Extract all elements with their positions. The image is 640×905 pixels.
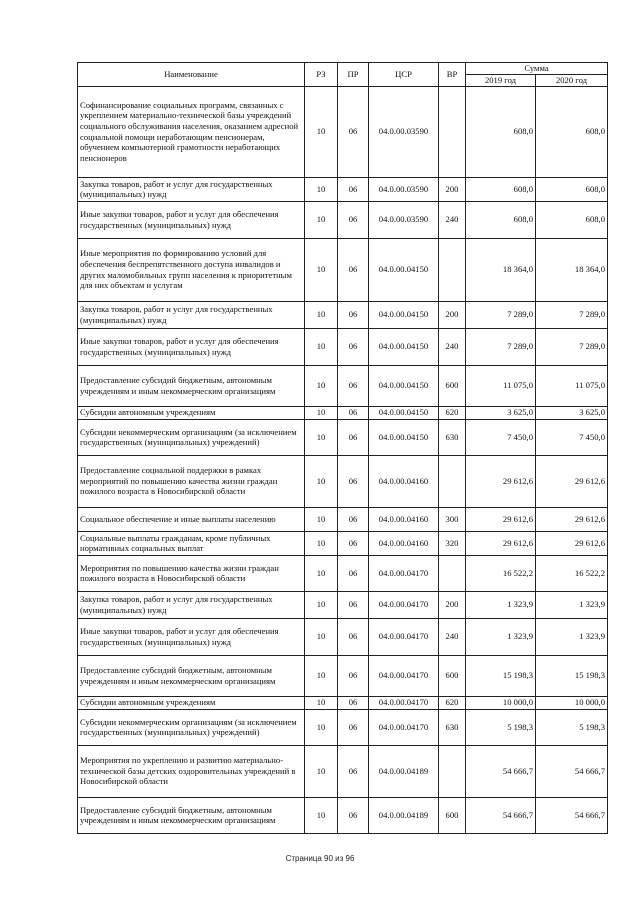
cell-vr: 240 [439, 618, 466, 655]
table-row [78, 86, 608, 177]
cell-2019: 7 289,0 [466, 328, 536, 365]
cell-2020: 608,0 [536, 177, 608, 201]
cell-vr: 320 [439, 531, 466, 555]
cell-2020: 29 612,6 [536, 507, 608, 531]
cell-2020: 16 522,2 [536, 555, 608, 591]
table-row [78, 709, 608, 745]
cell-vr: 600 [439, 365, 466, 406]
cell-rz: 10 [305, 238, 338, 301]
cell-2020: 5 198,3 [536, 709, 608, 745]
cell-csr: 04.0.00.04150 [369, 419, 439, 455]
cell-2019: 16 522,2 [466, 555, 536, 591]
cell-pr: 06 [338, 507, 369, 531]
cell-pr: 06 [338, 86, 369, 177]
cell-pr: 06 [338, 455, 369, 507]
cell-name: Предоставление субсидий бюджетным, автономным учреждениям и иным некоммерческим организациям [78, 655, 305, 696]
cell-2019: 7 450,0 [466, 419, 536, 455]
cell-2020: 608,0 [536, 201, 608, 238]
cell-2019: 29 612,6 [466, 531, 536, 555]
cell-pr: 06 [338, 696, 369, 709]
cell-pr: 06 [338, 555, 369, 591]
budget-table [77, 62, 608, 834]
cell-csr: 04.0.00.03590 [369, 201, 439, 238]
cell-name: Субсидии автономным учреждениям [78, 406, 305, 419]
cell-rz: 10 [305, 745, 338, 797]
cell-vr: 200 [439, 301, 466, 328]
cell-vr: 200 [439, 177, 466, 201]
cell-rz: 10 [305, 406, 338, 419]
cell-rz: 10 [305, 455, 338, 507]
cell-vr: 600 [439, 655, 466, 696]
cell-2019: 5 198,3 [466, 709, 536, 745]
cell-vr: 620 [439, 696, 466, 709]
cell-name: Мероприятия по повышению качества жизни граждан пожилого возраста в Новосибирской области [78, 555, 305, 591]
cell-name: Софинансирование социальных программ, связанных с укреплением материально-технической базы учреждений социального обслуживания населения, оказанием адресной социальной помощи неработающим пенсионерам, обучением компьютерной грамотности неработающих пенсионеров [78, 86, 305, 177]
cell-csr: 04.0.00.04150 [369, 301, 439, 328]
table-row [78, 591, 608, 618]
cell-vr [439, 555, 466, 591]
cell-csr: 04.0.00.04160 [369, 531, 439, 555]
table-row [78, 696, 608, 709]
cell-2020: 608,0 [536, 86, 608, 177]
cell-pr: 06 [338, 618, 369, 655]
cell-rz: 10 [305, 86, 338, 177]
header-sum: Сумма [466, 63, 608, 75]
cell-pr: 06 [338, 745, 369, 797]
cell-2020: 1 323,9 [536, 618, 608, 655]
cell-rz: 10 [305, 555, 338, 591]
cell-2019: 29 612,6 [466, 507, 536, 531]
cell-vr: 630 [439, 709, 466, 745]
cell-2019: 1 323,9 [466, 618, 536, 655]
header-year-2020: 2020 год [536, 75, 608, 87]
cell-pr: 06 [338, 365, 369, 406]
header-year-2019: 2019 год [466, 75, 536, 87]
table-row [78, 555, 608, 591]
cell-2020: 7 289,0 [536, 301, 608, 328]
cell-2019: 18 364,0 [466, 238, 536, 301]
cell-name: Иные мероприятия по формированию условий для обеспечения беспрепятственного доступа инвалидов и других маломобильных групп населения к приоритетным для них объектам и услугам [78, 238, 305, 301]
cell-2020: 7 289,0 [536, 328, 608, 365]
cell-csr: 04.0.00.04160 [369, 455, 439, 507]
table-header-row [78, 63, 608, 75]
cell-csr: 04.0.00.04170 [369, 696, 439, 709]
table-row [78, 301, 608, 328]
cell-vr [439, 86, 466, 177]
cell-2020: 3 625,0 [536, 406, 608, 419]
cell-pr: 06 [338, 591, 369, 618]
header-pr: ПР [338, 63, 369, 87]
cell-rz: 10 [305, 655, 338, 696]
table-row [78, 745, 608, 797]
cell-csr: 04.0.00.03590 [369, 86, 439, 177]
cell-csr: 04.0.00.04170 [369, 555, 439, 591]
cell-2020: 15 198,3 [536, 655, 608, 696]
table-row [78, 797, 608, 833]
cell-csr: 04.0.00.04170 [369, 591, 439, 618]
cell-rz: 10 [305, 419, 338, 455]
cell-rz: 10 [305, 365, 338, 406]
cell-name: Социальные выплаты гражданам, кроме публичных нормативных социальных выплат [78, 531, 305, 555]
cell-2019: 54 666,7 [466, 797, 536, 833]
cell-2020: 29 612,6 [536, 531, 608, 555]
cell-2020: 29 612,6 [536, 455, 608, 507]
cell-vr: 300 [439, 507, 466, 531]
cell-vr [439, 455, 466, 507]
header-vr: ВР [439, 63, 466, 87]
cell-2019: 29 612,6 [466, 455, 536, 507]
cell-pr: 06 [338, 406, 369, 419]
cell-name: Иные закупки товаров, работ и услуг для обеспечения государственных (муниципальных) нужд [78, 618, 305, 655]
cell-2019: 11 075,0 [466, 365, 536, 406]
cell-vr: 620 [439, 406, 466, 419]
cell-rz: 10 [305, 709, 338, 745]
cell-2019: 10 000,0 [466, 696, 536, 709]
cell-2020: 54 666,7 [536, 745, 608, 797]
cell-vr: 600 [439, 797, 466, 833]
cell-name: Иные закупки товаров, работ и услуг для обеспечения государственных (муниципальных) нужд [78, 201, 305, 238]
table-row [78, 419, 608, 455]
cell-csr: 04.0.00.04160 [369, 507, 439, 531]
cell-pr: 06 [338, 419, 369, 455]
table-row [78, 328, 608, 365]
table-row [78, 406, 608, 419]
cell-csr: 04.0.00.04170 [369, 655, 439, 696]
cell-rz: 10 [305, 531, 338, 555]
cell-rz: 10 [305, 177, 338, 201]
cell-name: Субсидии некоммерческим организациям (за исключением государственных (муниципальных) учреждений) [78, 709, 305, 745]
cell-rz: 10 [305, 696, 338, 709]
cell-2019: 608,0 [466, 86, 536, 177]
cell-name: Иные закупки товаров, работ и услуг для обеспечения государственных (муниципальных) нужд [78, 328, 305, 365]
cell-name: Субсидии автономным учреждениям [78, 696, 305, 709]
cell-csr: 04.0.00.03590 [369, 177, 439, 201]
cell-name: Субсидии некоммерческим организациям (за исключением государственных (муниципальных) учреждений) [78, 419, 305, 455]
table-row [78, 507, 608, 531]
table-row [78, 618, 608, 655]
cell-pr: 06 [338, 177, 369, 201]
cell-csr: 04.0.00.04170 [369, 618, 439, 655]
table-row [78, 455, 608, 507]
cell-pr: 06 [338, 531, 369, 555]
cell-pr: 06 [338, 301, 369, 328]
cell-rz: 10 [305, 301, 338, 328]
cell-vr: 200 [439, 591, 466, 618]
cell-2019: 1 323,9 [466, 591, 536, 618]
cell-2019: 608,0 [466, 177, 536, 201]
cell-name: Закупка товаров, работ и услуг для государственных (муниципальных) нужд [78, 591, 305, 618]
cell-csr: 04.0.00.04170 [369, 709, 439, 745]
cell-2019: 7 289,0 [466, 301, 536, 328]
cell-pr: 06 [338, 201, 369, 238]
cell-pr: 06 [338, 238, 369, 301]
cell-name: Социальное обеспечение и иные выплаты населению [78, 507, 305, 531]
cell-name: Предоставление социальной поддержки в рамках мероприятий по повышению качества жизни граждан пожилого возраста в Новосибирской области [78, 455, 305, 507]
cell-rz: 10 [305, 591, 338, 618]
table-row [78, 238, 608, 301]
cell-rz: 10 [305, 618, 338, 655]
table-body [78, 86, 608, 833]
table-row [78, 655, 608, 696]
cell-rz: 10 [305, 328, 338, 365]
cell-2020: 54 666,7 [536, 797, 608, 833]
cell-name: Закупка товаров, работ и услуг для государственных (муниципальных) нужд [78, 301, 305, 328]
cell-vr [439, 745, 466, 797]
cell-vr: 240 [439, 201, 466, 238]
cell-csr: 04.0.00.04150 [369, 406, 439, 419]
cell-pr: 06 [338, 655, 369, 696]
cell-csr: 04.0.00.04150 [369, 238, 439, 301]
cell-rz: 10 [305, 507, 338, 531]
page-footer: Страница 90 из 96 [285, 854, 355, 863]
cell-2020: 11 075,0 [536, 365, 608, 406]
cell-name: Предоставление субсидий бюджетным, автономным учреждениям и иным некоммерческим организациям [78, 797, 305, 833]
header-csr: ЦСР [369, 63, 439, 87]
cell-2019: 608,0 [466, 201, 536, 238]
cell-pr: 06 [338, 328, 369, 365]
table-row [78, 531, 608, 555]
cell-2020: 7 450,0 [536, 419, 608, 455]
table-row [78, 201, 608, 238]
cell-name: Закупка товаров, работ и услуг для государственных (муниципальных) нужд [78, 177, 305, 201]
cell-2020: 18 364,0 [536, 238, 608, 301]
cell-csr: 04.0.00.04150 [369, 328, 439, 365]
cell-pr: 06 [338, 797, 369, 833]
cell-vr [439, 238, 466, 301]
cell-2019: 3 625,0 [466, 406, 536, 419]
cell-2020: 10 000,0 [536, 696, 608, 709]
cell-vr: 240 [439, 328, 466, 365]
table-row [78, 177, 608, 201]
cell-2019: 15 198,3 [466, 655, 536, 696]
cell-2019: 54 666,7 [466, 745, 536, 797]
cell-name: Предоставление субсидий бюджетным, автономным учреждениям и иным некоммерческим организациям [78, 365, 305, 406]
cell-pr: 06 [338, 709, 369, 745]
cell-rz: 10 [305, 201, 338, 238]
cell-2020: 1 323,9 [536, 591, 608, 618]
cell-csr: 04.0.00.04189 [369, 745, 439, 797]
cell-rz: 10 [305, 797, 338, 833]
header-rz: РЗ [305, 63, 338, 87]
cell-csr: 04.0.00.04150 [369, 365, 439, 406]
table-row [78, 365, 608, 406]
header-name: Наименование [78, 63, 305, 87]
cell-vr: 630 [439, 419, 466, 455]
cell-csr: 04.0.00.04189 [369, 797, 439, 833]
cell-name: Мероприятия по укреплению и развитию материально-технической базы детских оздоровительных учреждений в Новосибирской области [78, 745, 305, 797]
